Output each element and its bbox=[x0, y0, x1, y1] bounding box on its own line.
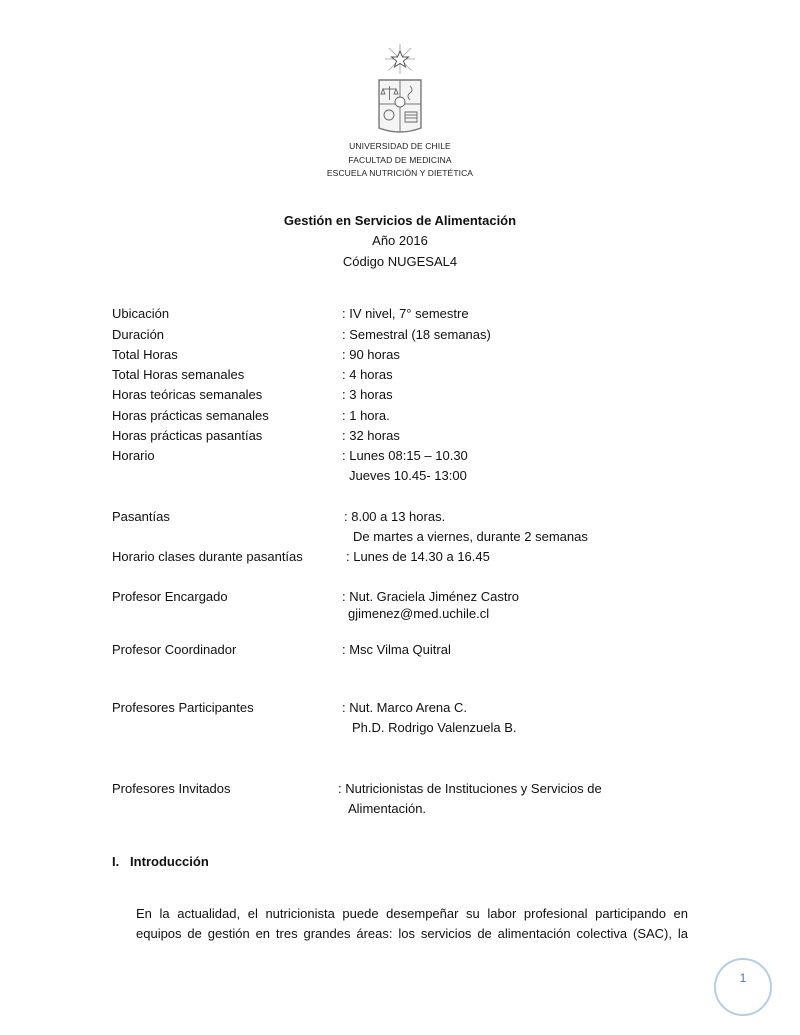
pasantias-value: : 8.00 a 13 horas. bbox=[344, 509, 446, 524]
school-name: ESCUELA NUTRICIÓN Y DIETÉTICA bbox=[326, 168, 474, 178]
profesores-participantes-value: : Nut. Marco Arena C. bbox=[342, 700, 467, 715]
detail-label-horario: Horario bbox=[112, 448, 155, 463]
detail-label-horas-pasantias: Horas prácticas pasantías bbox=[112, 428, 263, 443]
detail-value-ubicacion: : IV nivel, 7° semestre bbox=[342, 306, 469, 321]
detail-value-horario-2: Jueves 10.45- 13:00 bbox=[349, 468, 467, 483]
detail-value-horas-semanales: : 4 horas bbox=[342, 367, 393, 382]
detail-value-total-horas: : 90 horas bbox=[342, 347, 400, 362]
detail-label-horas-semanales: Total Horas semanales bbox=[112, 367, 245, 382]
university-crest-icon bbox=[370, 40, 430, 140]
profesores-invitados-value-2: Alimentación. bbox=[348, 801, 427, 816]
course-code: Código NUGESAL4 bbox=[342, 254, 458, 269]
profesor-encargado-label: Profesor Encargado bbox=[112, 589, 228, 604]
course-title: Gestión en Servicios de Alimentación bbox=[283, 213, 517, 228]
detail-label-horas-teoricas: Horas teóricas semanales bbox=[112, 387, 263, 402]
page-number: 1 bbox=[714, 958, 772, 1016]
pasantias-label: Pasantías bbox=[112, 509, 170, 524]
profesores-participantes-value-2: Ph.D. Rodrigo Valenzuela B. bbox=[352, 720, 517, 735]
detail-value-horas-pasantias: : 32 horas bbox=[342, 428, 400, 443]
profesor-coordinador-value: : Msc Vilma Quitral bbox=[342, 642, 451, 657]
university-name: UNIVERSIDAD DE CHILE bbox=[349, 141, 451, 151]
detail-value-horario: : Lunes 08:15 – 10.30 bbox=[342, 448, 468, 463]
profesor-encargado-email: gjimenez@med.uchile.cl bbox=[348, 606, 490, 621]
intro-paragraph-line-1: En la actualidad, el nutricionista puede desempeñar su labor profesional participando en bbox=[136, 906, 688, 921]
detail-label-duracion: Duración bbox=[112, 327, 165, 342]
horario-pasantias-value: : Lunes de 14.30 a 16.45 bbox=[346, 549, 490, 564]
profesores-participantes-label: Profesores Participantes bbox=[112, 700, 254, 715]
detail-value-duracion: : Semestral (18 semanas) bbox=[342, 327, 491, 342]
university-crest bbox=[370, 40, 430, 140]
profesor-encargado-value: : Nut. Graciela Jiménez Castro bbox=[342, 589, 520, 604]
pasantias-value-2: De martes a viernes, durante 2 semanas bbox=[353, 529, 588, 544]
course-year: Año 2016 bbox=[372, 233, 428, 248]
detail-value-horas-practicas: : 1 hora. bbox=[342, 408, 390, 423]
profesores-invitados-value: : Nutricionistas de Instituciones y Servicios de bbox=[338, 781, 602, 796]
profesores-invitados-label: Profesores Invitados bbox=[112, 781, 231, 796]
faculty-name: FACULTAD DE MEDICINA bbox=[348, 155, 452, 165]
detail-value-horas-teoricas: : 3 horas bbox=[342, 387, 393, 402]
detail-label-ubicacion: Ubicación bbox=[112, 306, 170, 321]
section-heading-introduccion: I. Introducción bbox=[112, 854, 209, 869]
detail-label-total-horas: Total Horas bbox=[112, 347, 178, 362]
intro-paragraph-line-2: equipos de gestión en tres grandes áreas: los servicios de alimentación colectiva (SAC), la bbox=[136, 926, 688, 941]
profesor-coordinador-label: Profesor Coordinador bbox=[112, 642, 237, 657]
horario-pasantias-label: Horario clases durante pasantías bbox=[112, 549, 303, 564]
detail-label-horas-practicas: Horas prácticas semanales bbox=[112, 408, 269, 423]
